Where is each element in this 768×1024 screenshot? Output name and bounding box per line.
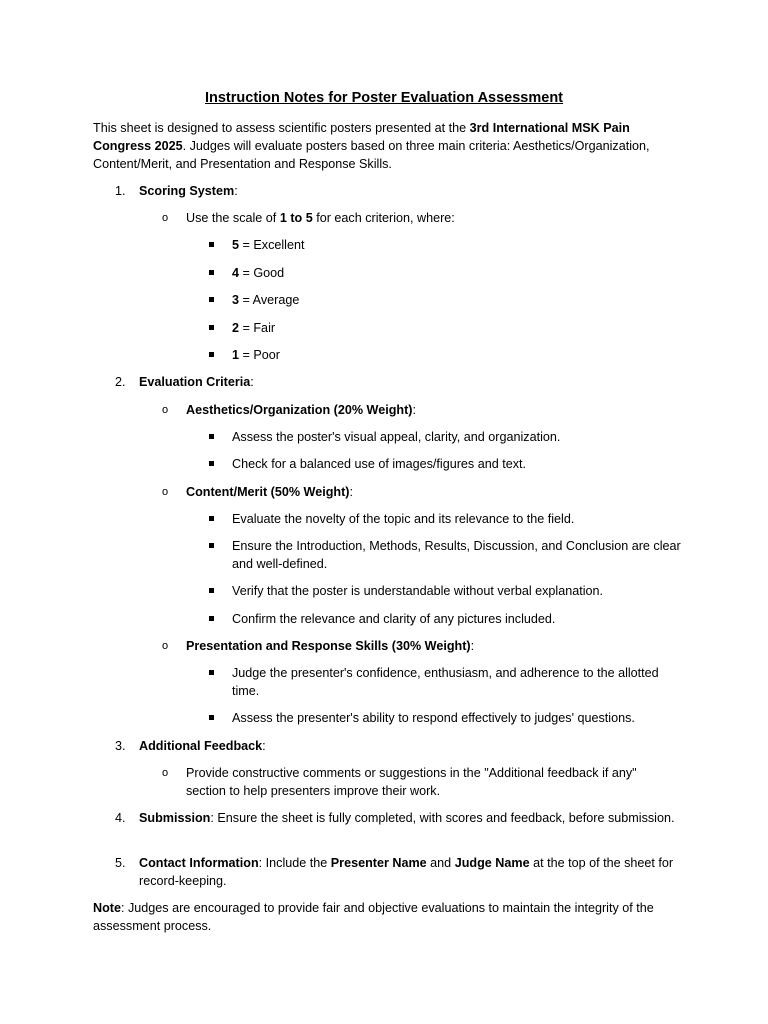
section-label: Submission (139, 811, 211, 825)
score-label: = Excellent (239, 238, 305, 252)
colon: : (250, 375, 254, 389)
score-value: 4 (232, 266, 240, 280)
score-label: = Fair (239, 321, 276, 335)
score-text (232, 291, 682, 309)
section-heading (139, 373, 675, 391)
square-bullet-icon (209, 588, 214, 593)
square-bullet-icon (209, 543, 214, 548)
document-title: Instruction Notes for Poster Evaluation Assessment (204, 90, 564, 106)
score-label: = Average (239, 293, 300, 307)
intro-text: This sheet is designed to assess scientific posters presented at the (93, 121, 470, 135)
square-bullet-icon (209, 352, 214, 357)
criterion-label: Presentation and Response Skills (30% Weight) (186, 639, 471, 653)
colon: : (349, 485, 353, 499)
score-value: 2 (232, 321, 240, 335)
note-paragraph (93, 899, 683, 935)
square-bullet-icon (209, 242, 214, 247)
intro-paragraph (93, 119, 683, 173)
judge-name-label: Judge Name (454, 856, 530, 870)
section-label: Scoring System (139, 184, 235, 198)
criterion-heading (186, 401, 676, 419)
criterion-heading (186, 637, 676, 655)
criterion-item-text: Judge the presenter's confidence, enthusiasm, and adherence to the allotted time. (232, 666, 659, 698)
circle-bullet-icon: o (162, 640, 169, 652)
section-body (139, 809, 675, 827)
feedback-text: Provide constructive comments or suggestions in the "Additional feedback if any" section to help presenters improve their work. (186, 766, 637, 798)
criterion-label: Aesthetics/Organization (20% Weight) (186, 403, 413, 417)
criterion-heading (186, 483, 676, 501)
score-label: = Good (239, 266, 285, 280)
section-label: Contact Information (139, 856, 259, 870)
presenter-name-label: Presenter Name (330, 856, 427, 870)
circle-bullet-icon: o (162, 486, 169, 498)
section-heading (139, 737, 675, 755)
square-bullet-icon (209, 270, 214, 275)
colon: : (262, 739, 266, 753)
square-bullet-icon (209, 325, 214, 330)
criterion-item-text: Confirm the relevance and clarity of any pictures included. (232, 612, 556, 626)
square-bullet-icon (209, 616, 214, 621)
square-bullet-icon (209, 297, 214, 302)
section-number: 5. (115, 856, 126, 870)
criterion-item-text: Assess the poster's visual appeal, clarity, and organization. (232, 430, 561, 444)
section-number: 1. (115, 184, 126, 198)
section-number: 3. (115, 739, 126, 753)
section-heading (139, 182, 675, 200)
intro-text-end: . Judges will evaluate posters based on three main criteria: Aesthetics/Organization, Content/Merit, and Presentation and Response Skills. (93, 139, 650, 171)
score-value: 1 (232, 348, 240, 362)
criterion-item-text: Assess the presenter's ability to respond effectively to judges' questions. (232, 711, 635, 725)
circle-bullet-icon: o (162, 212, 169, 224)
colon: : (412, 403, 416, 417)
colon: : (234, 184, 238, 198)
circle-bullet-icon: o (162, 767, 169, 779)
note-text: : Judges are encouraged to provide fair and objective evaluations to maintain the integrity of the assessment process. (93, 901, 654, 933)
section-text: at the top of the sheet for record-keeping. (139, 856, 674, 888)
square-bullet-icon (209, 670, 214, 675)
colon: : (470, 639, 475, 653)
scale-pre: Use the scale of (186, 211, 280, 225)
congress-name: 3rd International MSK Pain Congress 2025 (93, 121, 630, 153)
section-body (139, 854, 675, 890)
score-label: = Poor (239, 348, 280, 362)
square-bullet-icon (209, 715, 214, 720)
section-number: 2. (115, 375, 126, 389)
section-text: : Include the (258, 856, 331, 870)
score-value: 3 (232, 293, 240, 307)
criterion-item-text: Evaluate the novelty of the topic and its relevance to the field. (232, 512, 575, 526)
scale-text (186, 209, 676, 227)
square-bullet-icon (209, 461, 214, 466)
criterion-item-text: Check for a balanced use of images/figures and text. (232, 457, 527, 471)
section-label: Additional Feedback (139, 739, 263, 753)
square-bullet-icon (209, 434, 214, 439)
square-bullet-icon (209, 516, 214, 521)
section-text: : Ensure the sheet is fully completed, with scores and feedback, before submission. (210, 811, 675, 825)
section-number: 4. (115, 811, 126, 825)
criterion-item-text: Verify that the poster is understandable without verbal explanation. (232, 584, 604, 598)
circle-bullet-icon: o (162, 404, 169, 416)
score-text (232, 264, 682, 282)
criterion-item-text: Ensure the Introduction, Methods, Results, Discussion, and Conclusion are clear and well-defined. (232, 539, 681, 571)
scale-post: for each criterion, where: (312, 211, 455, 225)
score-text (232, 346, 682, 364)
scale-range: 1 to 5 (279, 211, 313, 225)
section-text: and (426, 856, 455, 870)
criterion-label: Content/Merit (50% Weight) (186, 485, 350, 499)
score-text (232, 319, 682, 337)
score-text (232, 236, 682, 254)
section-label: Evaluation Criteria (139, 375, 251, 389)
score-value: 5 (232, 238, 240, 252)
note-label: Note (93, 901, 121, 915)
